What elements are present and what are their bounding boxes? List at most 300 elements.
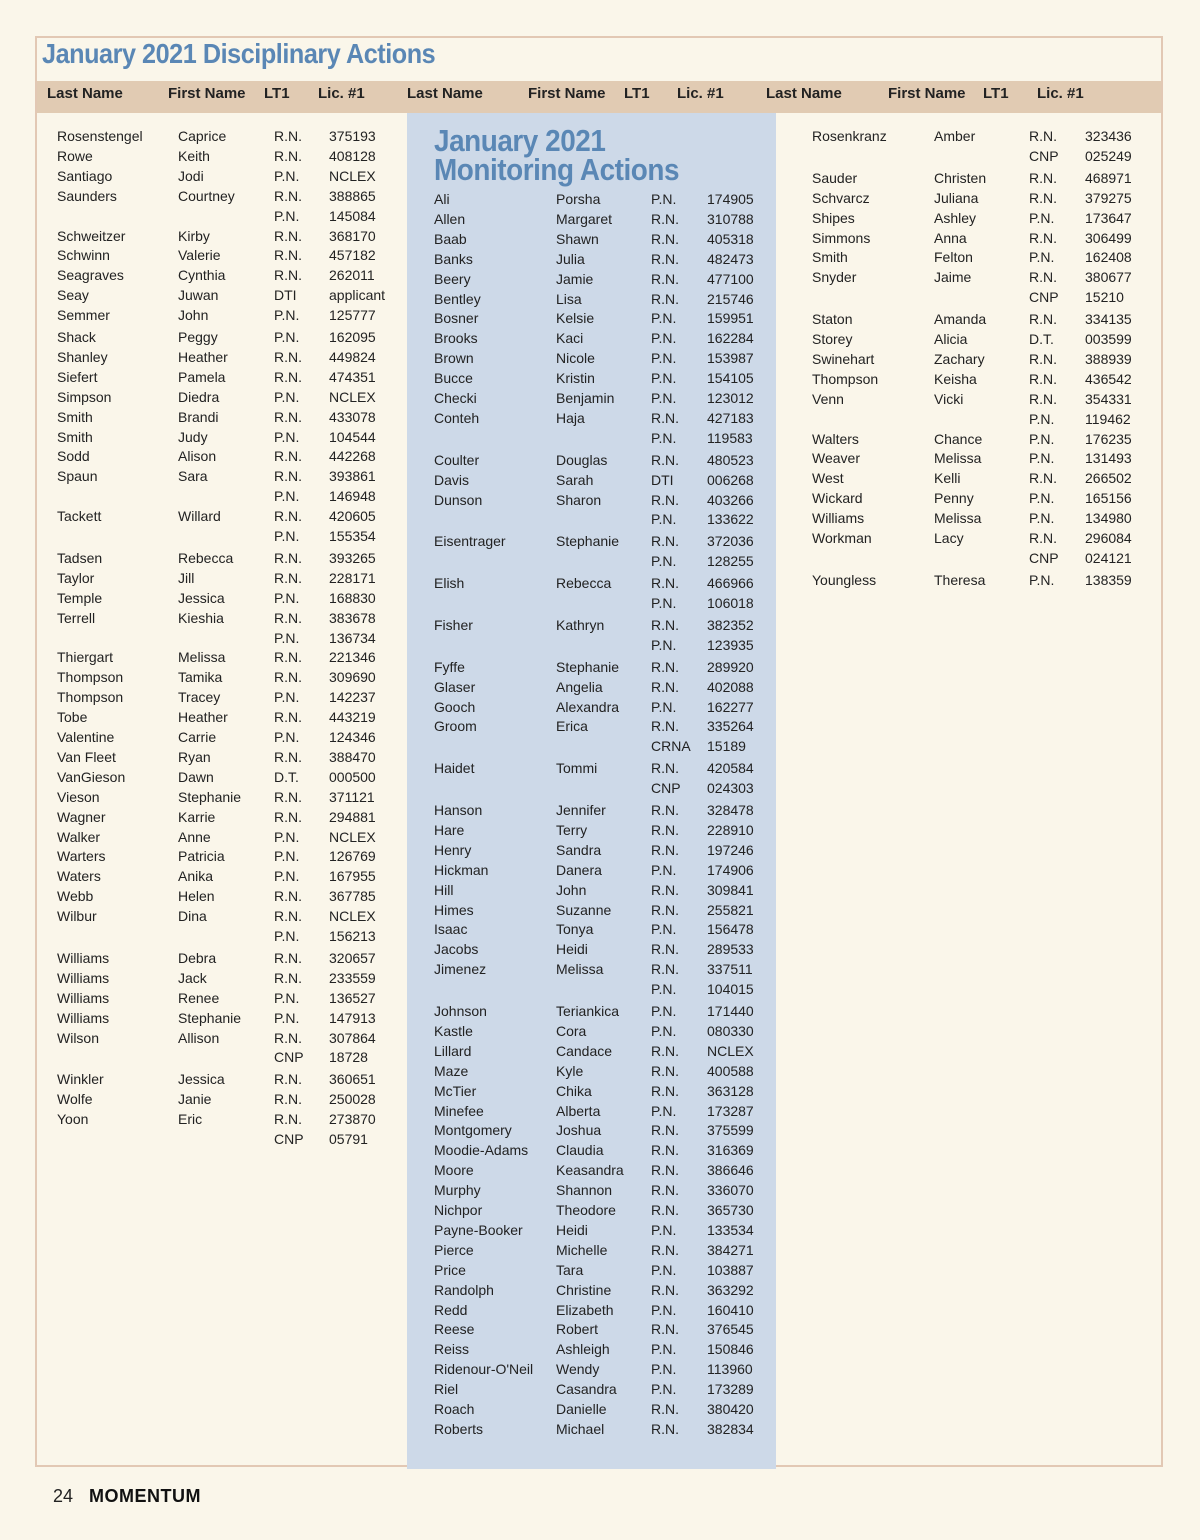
last-name: Dunson: [434, 491, 483, 508]
header-last-name-2: Last Name: [407, 85, 483, 102]
license-type: R.N.: [274, 949, 302, 966]
license-type: R.N.: [651, 658, 679, 675]
license-type: P.N.: [274, 689, 300, 706]
license-number: 15189: [707, 738, 746, 755]
first-name: Keith: [178, 147, 210, 164]
last-name: Williams: [812, 510, 865, 527]
license-type: R.N.: [274, 908, 302, 925]
last-name: Hare: [434, 821, 465, 838]
first-name: Judy: [178, 428, 208, 445]
first-name: Peggy: [178, 329, 218, 345]
license-number: 250028: [329, 1091, 376, 1108]
license-type: P.N.: [651, 981, 677, 998]
license-number: 171440: [707, 1003, 754, 1019]
first-name: Jennifer: [556, 802, 606, 818]
last-name: Snyder: [812, 269, 857, 286]
first-name: Anna: [934, 229, 967, 246]
first-name: Tara: [556, 1261, 584, 1278]
last-name: Redd: [434, 1301, 468, 1318]
first-name: Lacy: [934, 530, 964, 546]
license-type: R.N.: [1029, 229, 1057, 246]
license-number: 393861: [329, 468, 376, 485]
last-name: Wilbur: [57, 908, 97, 925]
license-number: 262011: [329, 267, 375, 284]
publication-brand: MOMENTUM: [89, 1486, 201, 1506]
first-name: Tamika: [178, 669, 223, 686]
license-number: 403266: [707, 491, 754, 508]
first-name: Porsha: [556, 191, 601, 207]
license-type: R.N.: [651, 250, 679, 267]
first-name: Michelle: [556, 1241, 608, 1258]
license-type: P.N.: [1029, 209, 1055, 226]
license-number: 375599: [707, 1122, 754, 1139]
last-name: Brown: [434, 350, 474, 367]
license-number: 320657: [329, 949, 376, 966]
first-name: Eric: [178, 1111, 203, 1128]
license-type: P.N.: [651, 921, 677, 938]
license-type: R.N.: [1029, 189, 1057, 206]
last-name: Storey: [812, 331, 853, 347]
last-name: Hanson: [434, 802, 483, 818]
header-first-name-2: First Name: [528, 85, 606, 102]
license-number: 307864: [329, 1029, 376, 1046]
license-number: 294881: [329, 808, 376, 825]
last-name: Smith: [57, 408, 93, 425]
license-number: 18728: [329, 1049, 368, 1066]
last-name: Tackett: [57, 508, 102, 525]
license-number: 266502: [1085, 470, 1132, 487]
first-name: Amber: [934, 128, 976, 144]
license-type: R.N.: [651, 230, 679, 247]
first-name: Jessica: [178, 589, 225, 606]
license-type: R.N.: [651, 491, 679, 508]
license-type: P.N.: [274, 329, 300, 345]
license-number: 468971: [1085, 169, 1132, 186]
license-type: P.N.: [651, 1301, 677, 1318]
license-number: 474351: [329, 368, 376, 385]
first-name: Jack: [178, 969, 207, 986]
license-type: R.N.: [1029, 390, 1057, 407]
license-number: 309690: [329, 669, 376, 686]
first-name: Patricia: [178, 848, 225, 865]
first-name: Anika: [178, 868, 214, 885]
license-type: R.N.: [274, 1071, 302, 1088]
first-name: Jamie: [556, 270, 594, 287]
first-name: Karrie: [178, 808, 216, 825]
license-type: P.N.: [651, 595, 677, 611]
first-name: Tracey: [178, 689, 221, 706]
first-name: Anne: [178, 828, 211, 845]
license-number: 123012: [707, 390, 754, 406]
last-name: Eisentrager: [434, 533, 506, 550]
first-name: Julia: [556, 250, 585, 267]
first-name: Jill: [178, 569, 195, 586]
license-type: P.N.: [651, 1361, 677, 1378]
first-name: Rebecca: [178, 549, 234, 566]
license-type: P.N.: [651, 1022, 677, 1039]
license-number: 427183: [707, 409, 754, 426]
license-type: R.N.: [651, 1062, 679, 1079]
first-name: Courtney: [178, 187, 235, 204]
license-number: 134980: [1085, 510, 1132, 527]
license-number: applicant: [329, 287, 386, 304]
license-type: R.N.: [651, 1241, 679, 1258]
last-name: Saunders: [57, 187, 117, 204]
first-name: Joshua: [556, 1122, 602, 1139]
first-name: Erica: [556, 718, 588, 735]
license-number: 457182: [329, 247, 376, 264]
license-number: 162277: [707, 698, 754, 715]
license-type: CNP: [274, 1131, 304, 1147]
first-name: John: [178, 307, 209, 324]
last-name: Winkler: [57, 1071, 104, 1088]
first-name: Diedra: [178, 388, 220, 405]
license-type: R.N.: [651, 961, 679, 978]
first-name: Ashley: [934, 209, 977, 226]
last-name: Tadsen: [57, 549, 103, 566]
header-lic-1: Lic. #1: [318, 85, 365, 102]
license-type: P.N.: [1029, 510, 1055, 527]
license-type: R.N.: [274, 549, 302, 566]
last-name: Jacobs: [434, 941, 479, 958]
first-name: Danielle: [556, 1401, 607, 1417]
license-type: P.N.: [651, 698, 677, 715]
first-name: Shannon: [556, 1182, 613, 1199]
license-type: R.N.: [1029, 311, 1057, 328]
license-type: P.N.: [274, 868, 300, 885]
first-name: Alicia: [934, 331, 968, 347]
license-number: 393265: [329, 549, 376, 566]
license-type: P.N.: [651, 310, 677, 327]
last-name: Price: [434, 1261, 466, 1278]
last-name: Spaun: [57, 468, 98, 485]
last-name: Allen: [434, 210, 466, 227]
license-number: 382834: [707, 1420, 754, 1437]
first-name: Keisha: [934, 370, 977, 387]
header-first-name-3: First Name: [888, 85, 966, 102]
license-type: R.N.: [274, 569, 302, 586]
license-type: R.N.: [1029, 530, 1057, 546]
license-number: 382352: [707, 616, 754, 633]
license-number: 273870: [329, 1111, 376, 1128]
license-type: R.N.: [651, 1321, 679, 1338]
first-name: Sharon: [556, 491, 602, 508]
license-type: R.N.: [274, 368, 302, 385]
first-name: Kelsie: [556, 310, 595, 327]
last-name: Sodd: [57, 448, 90, 465]
license-type: P.N.: [274, 1009, 300, 1026]
license-type: P.N.: [651, 1381, 677, 1398]
last-name: Warters: [57, 848, 106, 865]
license-type: R.N.: [274, 609, 302, 626]
license-number: 103887: [707, 1261, 754, 1278]
license-number: 197246: [707, 841, 754, 858]
license-type: P.N.: [274, 589, 300, 606]
license-number: NCLEX: [707, 1042, 754, 1059]
license-type: P.N.: [274, 307, 300, 324]
first-name: Kyle: [556, 1062, 584, 1079]
license-number: 104544: [329, 428, 376, 445]
license-number: 133534: [707, 1221, 754, 1238]
license-number: 119462: [1085, 410, 1131, 427]
first-name: Elizabeth: [556, 1301, 614, 1318]
first-name: Stephanie: [556, 658, 620, 675]
last-name: Moore: [434, 1162, 474, 1179]
license-type: R.N.: [651, 1182, 679, 1199]
last-name: Fyffe: [434, 658, 465, 675]
license-type: R.N.: [274, 267, 302, 284]
header-lic-3: Lic. #1: [1037, 85, 1084, 102]
last-name: Shipes: [812, 209, 855, 226]
page-title: January 2021 Disciplinary Actions: [42, 38, 436, 69]
first-name: Allison: [178, 1029, 220, 1046]
last-name: Youngless: [812, 571, 877, 588]
last-name: Checki: [434, 390, 477, 406]
last-name: Wilson: [57, 1029, 100, 1046]
license-number: 233559: [329, 969, 376, 986]
last-name: Reiss: [434, 1341, 470, 1358]
first-name: Theresa: [934, 571, 986, 588]
last-name: Simmons: [812, 229, 871, 246]
license-number: 126769: [329, 848, 376, 865]
license-number: 367785: [329, 888, 376, 905]
header-last-name-3: Last Name: [766, 85, 842, 102]
last-name: VanGieson: [57, 768, 126, 785]
header-first-name-1: First Name: [168, 85, 246, 102]
last-name: Rowe: [57, 147, 93, 164]
last-name: Thiergart: [57, 649, 114, 666]
license-type: R.N.: [274, 748, 302, 765]
first-name: Helen: [178, 888, 215, 905]
first-name: Pamela: [178, 368, 226, 385]
license-number: 145084: [329, 207, 376, 224]
last-name: Williams: [57, 1009, 110, 1026]
license-type: P.N.: [651, 1221, 677, 1238]
license-type: P.N.: [274, 989, 300, 1006]
first-name: Sara: [178, 468, 208, 485]
license-number: 405318: [707, 230, 754, 247]
license-type: R.N.: [274, 1029, 302, 1046]
license-type: P.N.: [1029, 571, 1055, 588]
license-number: 160410: [707, 1301, 754, 1318]
first-name: Melissa: [556, 961, 604, 978]
last-name: Williams: [57, 989, 110, 1006]
license-type: P.N.: [651, 191, 677, 207]
first-name: Jaime: [934, 269, 972, 286]
last-name: Semmer: [57, 307, 110, 324]
license-number: 003599: [1085, 331, 1132, 347]
license-number: 228910: [707, 821, 754, 838]
last-name: Smith: [812, 249, 848, 266]
last-name: Riel: [434, 1381, 459, 1398]
last-name: Elish: [434, 575, 465, 592]
license-number: 477100: [707, 270, 754, 287]
last-name: Wagner: [57, 808, 106, 825]
last-name: Rosenstengel: [57, 128, 143, 144]
first-name: John: [556, 881, 587, 898]
last-name: Davis: [434, 471, 470, 488]
license-type: P.N.: [274, 428, 300, 445]
license-type: R.N.: [651, 1420, 679, 1437]
last-name: Ridenour-O'Neil: [434, 1361, 534, 1378]
last-name: Maze: [434, 1062, 469, 1079]
license-type: R.N.: [651, 841, 679, 858]
license-number: 436542: [1085, 370, 1132, 387]
license-number: 131493: [1085, 450, 1132, 467]
first-name: Stephanie: [178, 788, 242, 805]
last-name: Venn: [812, 390, 844, 407]
license-type: R.N.: [274, 448, 302, 465]
first-name: Heidi: [556, 1221, 588, 1238]
license-type: R.N.: [274, 468, 302, 485]
first-name: Haja: [556, 409, 585, 426]
license-number: 380420: [707, 1401, 754, 1417]
license-number: 310788: [707, 210, 754, 227]
first-name: Debra: [178, 949, 217, 966]
license-number: 388865: [329, 187, 376, 204]
last-name: Brooks: [434, 330, 478, 347]
license-number: 420605: [329, 508, 376, 525]
first-name: Cora: [556, 1022, 587, 1039]
license-type: R.N.: [651, 901, 679, 918]
first-name: Alison: [178, 448, 217, 465]
license-type: P.N.: [651, 511, 677, 528]
license-type: P.N.: [651, 1102, 677, 1119]
last-name: Webb: [57, 888, 94, 905]
license-type: P.N.: [274, 729, 300, 745]
license-type: D.T.: [1029, 331, 1054, 347]
license-number: 136734: [329, 629, 376, 646]
license-type: R.N.: [1029, 169, 1057, 186]
first-name: Jodi: [178, 167, 204, 184]
last-name: Siefert: [57, 368, 98, 385]
license-number: 323436: [1085, 128, 1132, 144]
license-number: 372036: [707, 533, 754, 550]
license-number: 136527: [329, 989, 376, 1006]
license-number: 024303: [707, 780, 754, 797]
last-name: Thompson: [812, 370, 879, 387]
license-number: 363128: [707, 1082, 754, 1099]
first-name: Chance: [934, 430, 983, 447]
license-number: 162408: [1085, 249, 1132, 266]
license-type: R.N.: [274, 1111, 302, 1128]
first-name: Douglas: [556, 451, 608, 468]
license-type: R.N.: [274, 808, 302, 825]
first-name: Benjamin: [556, 390, 615, 406]
license-type: R.N.: [651, 718, 679, 735]
last-name: Yoon: [57, 1111, 89, 1128]
license-type: R.N.: [651, 575, 679, 592]
license-type: P.N.: [274, 388, 300, 405]
license-number: 482473: [707, 250, 754, 267]
license-type: P.N.: [651, 861, 677, 878]
license-number: 368170: [329, 227, 376, 244]
license-type: CNP: [274, 1049, 304, 1066]
license-number: 000500: [329, 768, 376, 785]
first-name: Kathryn: [556, 616, 605, 633]
last-name: Smith: [57, 428, 93, 445]
license-type: R.N.: [651, 270, 679, 287]
license-type: R.N.: [651, 290, 679, 307]
first-name: Juwan: [178, 287, 219, 304]
license-type: R.N.: [274, 187, 302, 204]
license-number: NCLEX: [329, 388, 376, 405]
last-name: Ali: [434, 191, 450, 207]
license-number: 124346: [329, 729, 376, 745]
last-name: Pierce: [434, 1241, 474, 1258]
license-type: R.N.: [1029, 350, 1057, 367]
license-number: 383678: [329, 609, 376, 626]
last-name: Nichpor: [434, 1202, 483, 1218]
license-number: 15210: [1085, 289, 1124, 306]
license-number: 142237: [329, 689, 376, 706]
first-name: Margaret: [556, 210, 613, 227]
license-number: NCLEX: [329, 167, 376, 184]
license-type: R.N.: [274, 1091, 302, 1108]
last-name: Jimenez: [434, 961, 487, 978]
first-name: Keasandra: [556, 1162, 624, 1179]
first-name: Stephanie: [556, 533, 620, 550]
license-number: 408128: [329, 147, 376, 164]
last-name: Coulter: [434, 451, 480, 468]
license-type: CNP: [1029, 147, 1059, 164]
license-number: 025249: [1085, 147, 1132, 164]
license-type: R.N.: [651, 1162, 679, 1179]
last-name: Thompson: [57, 669, 124, 686]
license-number: 138359: [1085, 571, 1132, 588]
first-name: Robert: [556, 1321, 599, 1338]
first-name: Claudia: [556, 1142, 604, 1159]
license-type: R.N.: [651, 1401, 679, 1417]
license-number: 173287: [707, 1102, 754, 1119]
first-name: Chika: [556, 1082, 592, 1099]
last-name: Hill: [434, 881, 454, 898]
first-name: Melissa: [934, 450, 982, 467]
last-name: Hickman: [434, 861, 489, 878]
last-name: Wickard: [812, 490, 863, 507]
license-number: 168830: [329, 589, 376, 606]
first-name: Casandra: [556, 1381, 617, 1398]
license-number: 155354: [329, 528, 376, 544]
last-name: Terrell: [57, 609, 96, 626]
license-type: P.N.: [274, 528, 300, 544]
last-name: Schwinn: [57, 247, 110, 264]
license-type: R.N.: [1029, 128, 1057, 144]
header-lt1-1: LT1: [264, 85, 290, 102]
last-name: Taylor: [57, 569, 95, 586]
license-number: 375193: [329, 128, 376, 144]
license-type: P.N.: [1029, 410, 1055, 427]
license-type: P.N.: [1029, 430, 1055, 447]
license-number: 365730: [707, 1202, 754, 1218]
last-name: Vieson: [57, 788, 100, 805]
license-number: 221346: [329, 649, 376, 666]
license-number: 215746: [707, 290, 754, 307]
license-number: 289920: [707, 658, 754, 675]
license-type: P.N.: [1029, 450, 1055, 467]
first-name: Jessica: [178, 1071, 225, 1088]
license-number: 104015: [707, 981, 754, 998]
last-name: Murphy: [434, 1182, 481, 1199]
last-name: Groom: [434, 718, 477, 735]
last-name: Santiago: [57, 167, 113, 184]
header-lic-2: Lic. #1: [677, 85, 724, 102]
license-number: 05791: [329, 1131, 368, 1147]
license-type: CNP: [1029, 289, 1059, 306]
license-type: P.N.: [651, 350, 677, 367]
license-type: R.N.: [651, 941, 679, 958]
license-number: 337511: [707, 961, 753, 978]
